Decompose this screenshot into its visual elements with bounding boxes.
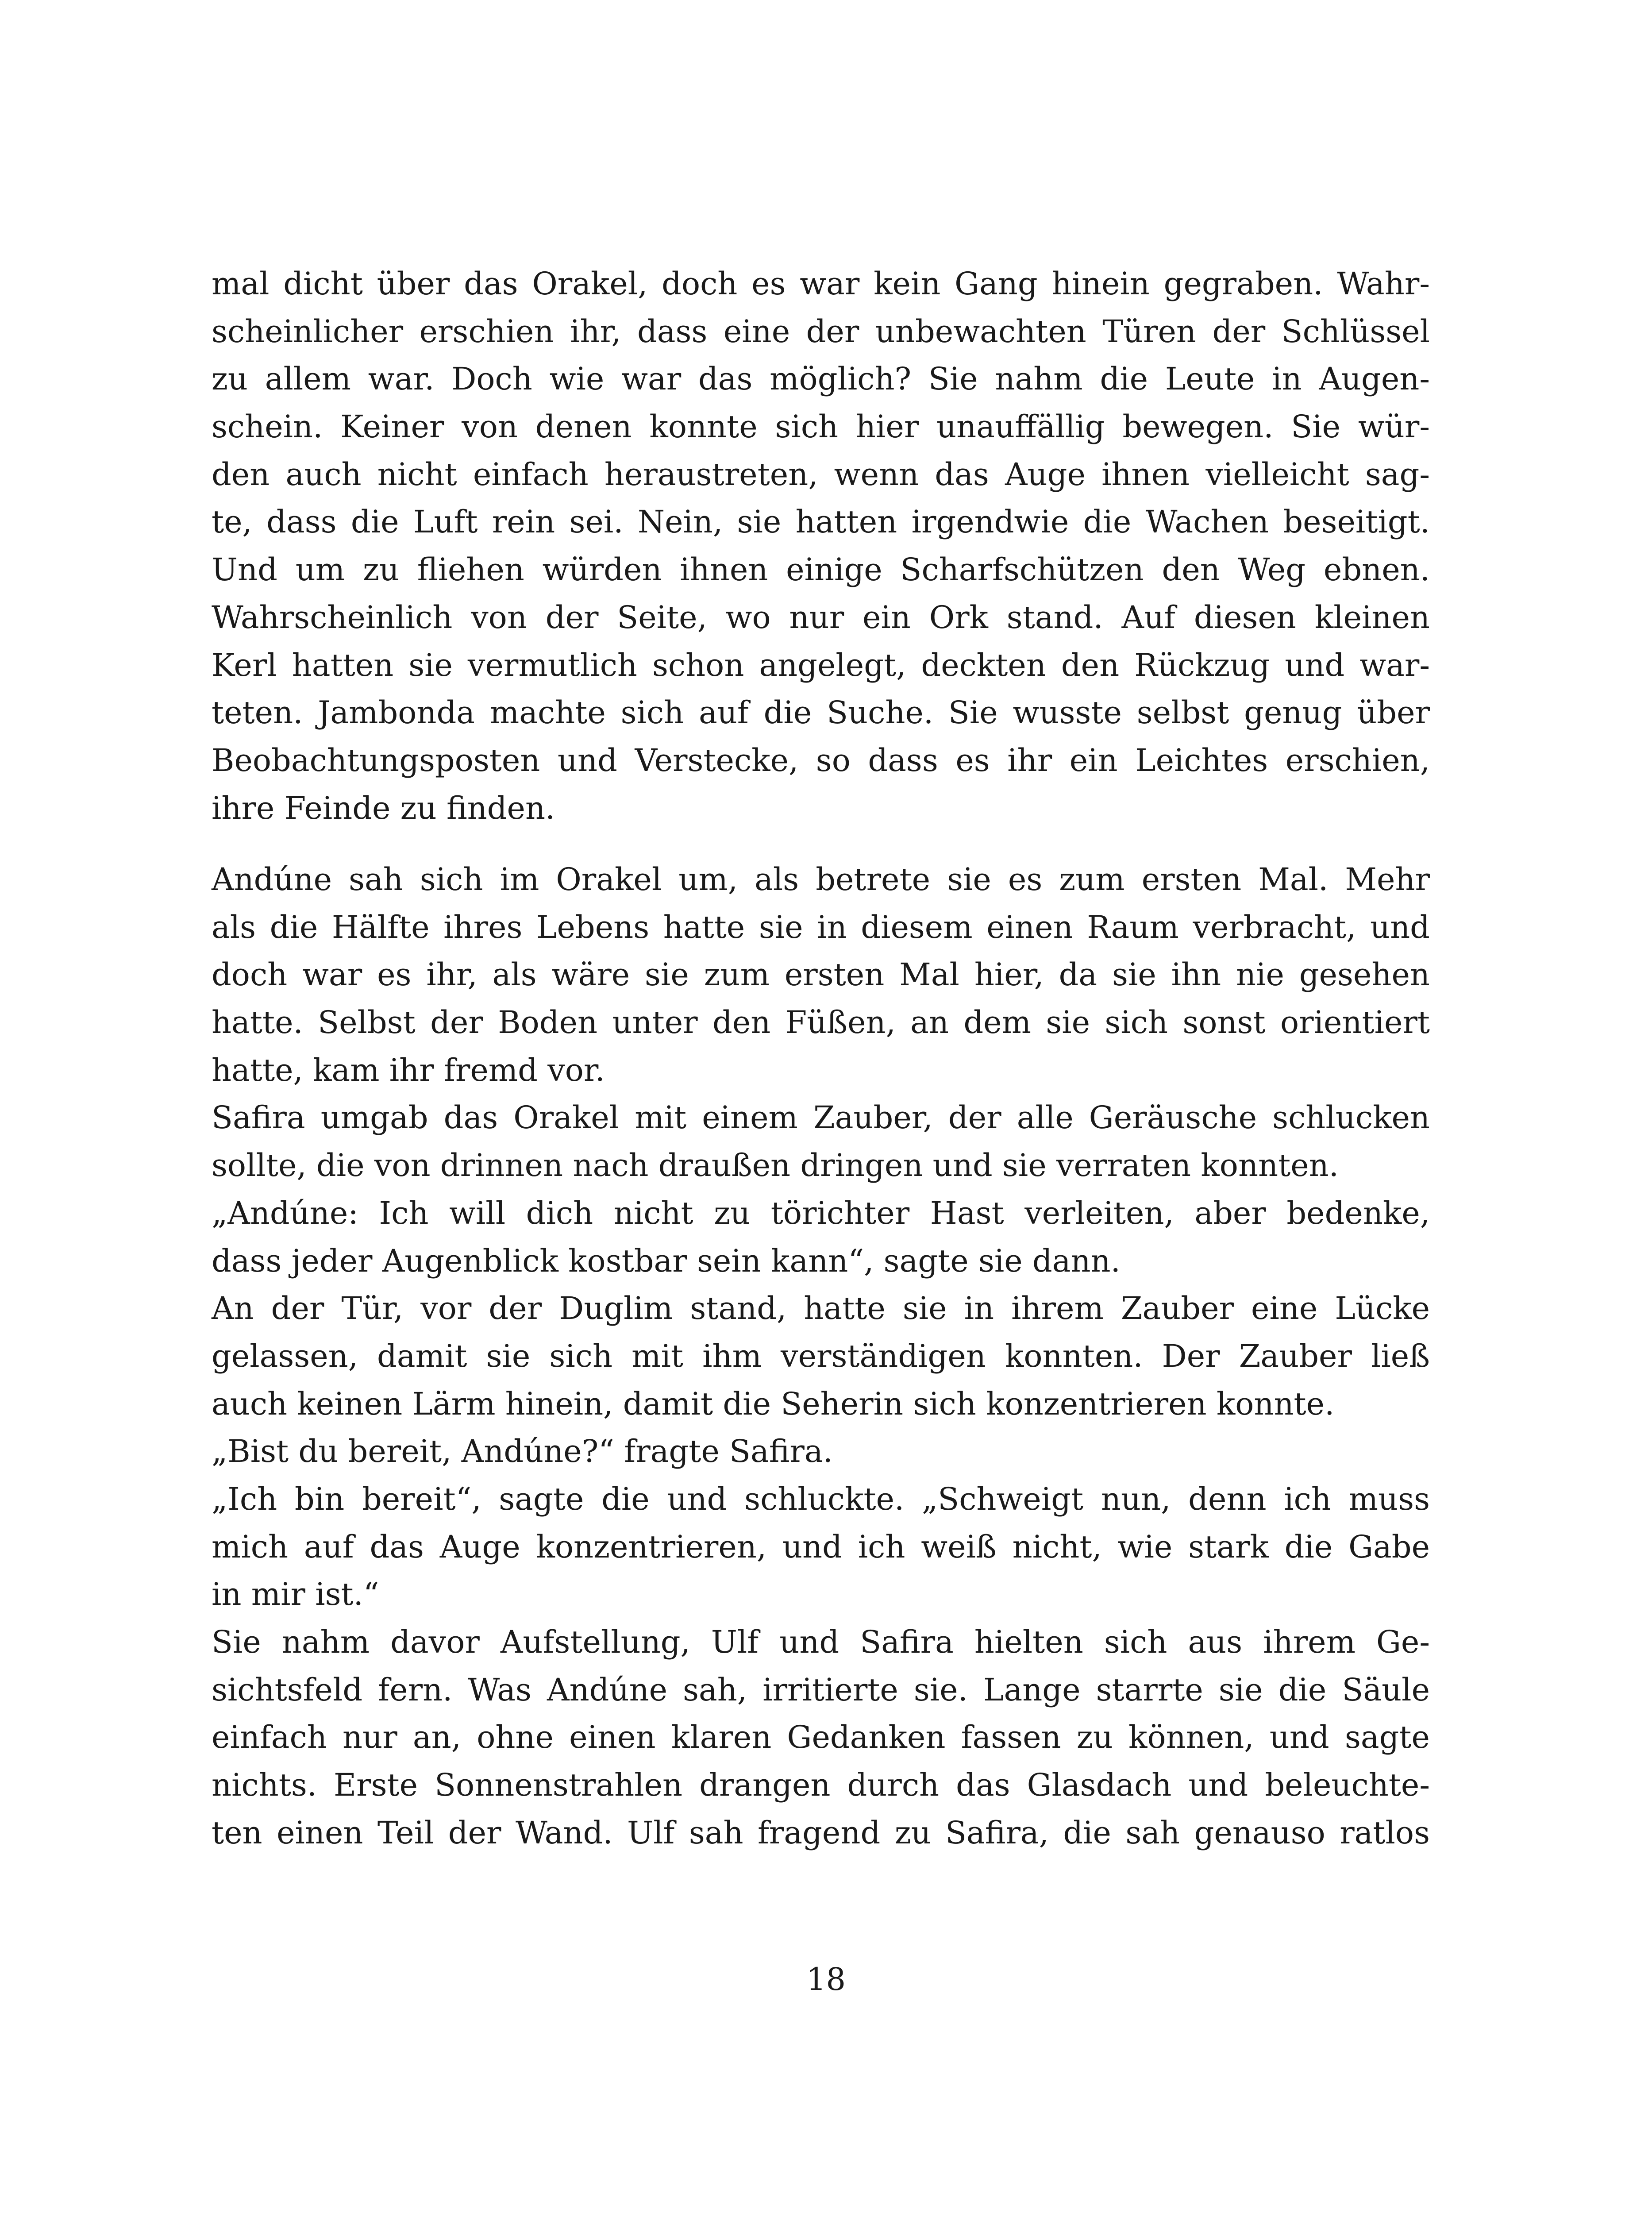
text-line: mich auf das Auge konzentrieren, und ich weiß nicht, wie stark die Gabe — [212, 1528, 1430, 1565]
text-line: als die Hälfte ihres Lebens hatte sie in diesem einen Raum verbracht, und — [212, 909, 1430, 945]
text-line: schein. Keiner von denen konnte sich hier unauffällig bewegen. Sie wür- — [212, 409, 1430, 445]
text-line: te, dass die Luft rein sei. Nein, sie hatten irgendwie die Wachen beseitigt. — [212, 504, 1430, 540]
text-line: hatte, kam ihr fremd vor. — [212, 1052, 605, 1088]
text-line: in mir ist.“ — [212, 1576, 379, 1613]
text-line: Safira umgab das Orakel mit einem Zauber, der alle Geräusche schlucken — [212, 1099, 1430, 1136]
text-line: den auch nicht einfach heraustreten, wenn das Auge ihnen vielleicht sag- — [212, 456, 1430, 493]
text-line: Wahrscheinlich von der Seite, wo nur ein Ork stand. Auf diesen kleinen — [212, 599, 1430, 636]
text-line: auch keinen Lärm hinein, damit die Seherin sich konzentrieren konnte. — [212, 1385, 1335, 1422]
text-line: ten einen Teil der Wand. Ulf sah fragend zu Safira, die sah genauso ratlos — [212, 1814, 1430, 1851]
text-line: „Ich bin bereit“, sagte die und schluckte. „Schweigt nun, denn ich muss — [212, 1480, 1430, 1517]
text-line: teten. Jambonda machte sich auf die Suche. Sie wusste selbst genug über — [212, 694, 1430, 731]
text-line: „Andúne: Ich will dich nicht zu törichter Hast verleiten, aber bedenke, — [212, 1195, 1430, 1231]
text-line: „Bist du bereit, Andúne?“ fragte Safira. — [212, 1433, 833, 1470]
text-line: Andúne sah sich im Orakel um, als betrete sie es zum ersten Mal. Mehr — [212, 861, 1430, 898]
text-line: Beobachtungsposten und Verstecke, so dass es ihr ein Leichtes erschien, — [212, 742, 1430, 779]
text-line: einfach nur an, ohne einen klaren Gedanken fassen zu können, und sagte — [212, 1719, 1430, 1756]
text-line: gelassen, damit sie sich mit ihm verständigen konnten. Der Zauber ließ — [212, 1338, 1430, 1374]
text-line: doch war es ihr, als wäre sie zum ersten Mal hier, da sie ihn nie gesehen — [212, 956, 1430, 993]
text-line: Kerl hatten sie vermutlich schon angelegt, deckten den Rückzug und war- — [212, 647, 1430, 683]
text-line: mal dicht über das Orakel, doch es war kein Gang hinein gegraben. Wahr- — [212, 266, 1430, 302]
text-line: scheinlicher erschien ihr, dass eine der unbewachten Türen der Schlüssel — [212, 313, 1430, 350]
text-line: hatte. Selbst der Boden unter den Füßen, an dem sie sich sonst orientiert — [212, 1004, 1430, 1041]
page-number: 18 — [806, 1961, 846, 1997]
text-line: dass jeder Augenblick kostbar sein kann“, sagte sie dann. — [212, 1242, 1121, 1279]
text-line: Sie nahm davor Aufstellung, Ulf und Safira hielten sich aus ihrem Ge- — [212, 1624, 1430, 1660]
paragraph-1 — [212, 260, 1430, 832]
text-line: ihre Feinde zu finden. — [212, 790, 555, 826]
text-line: sichtsfeld fern. Was Andúne sah, irritierte sie. Lange starrte sie die Säule — [212, 1671, 1430, 1708]
paragraph-2 — [212, 856, 1430, 1857]
text-line: zu allem war. Doch wie war das möglich? Sie nahm die Leute in Augen- — [212, 361, 1430, 397]
text-line: An der Tür, vor der Duglim stand, hatte sie in ihrem Zauber eine Lücke — [212, 1290, 1430, 1327]
text-line: Und um zu fliehen würden ihnen einige Scharfschützen den Weg ebnen. — [212, 551, 1430, 588]
text-line: sollte, die von drinnen nach draußen dringen und sie verraten konnten. — [212, 1147, 1339, 1184]
text-line: nichts. Erste Sonnenstrahlen drangen durch das Glasdach und beleuchte- — [212, 1767, 1430, 1804]
